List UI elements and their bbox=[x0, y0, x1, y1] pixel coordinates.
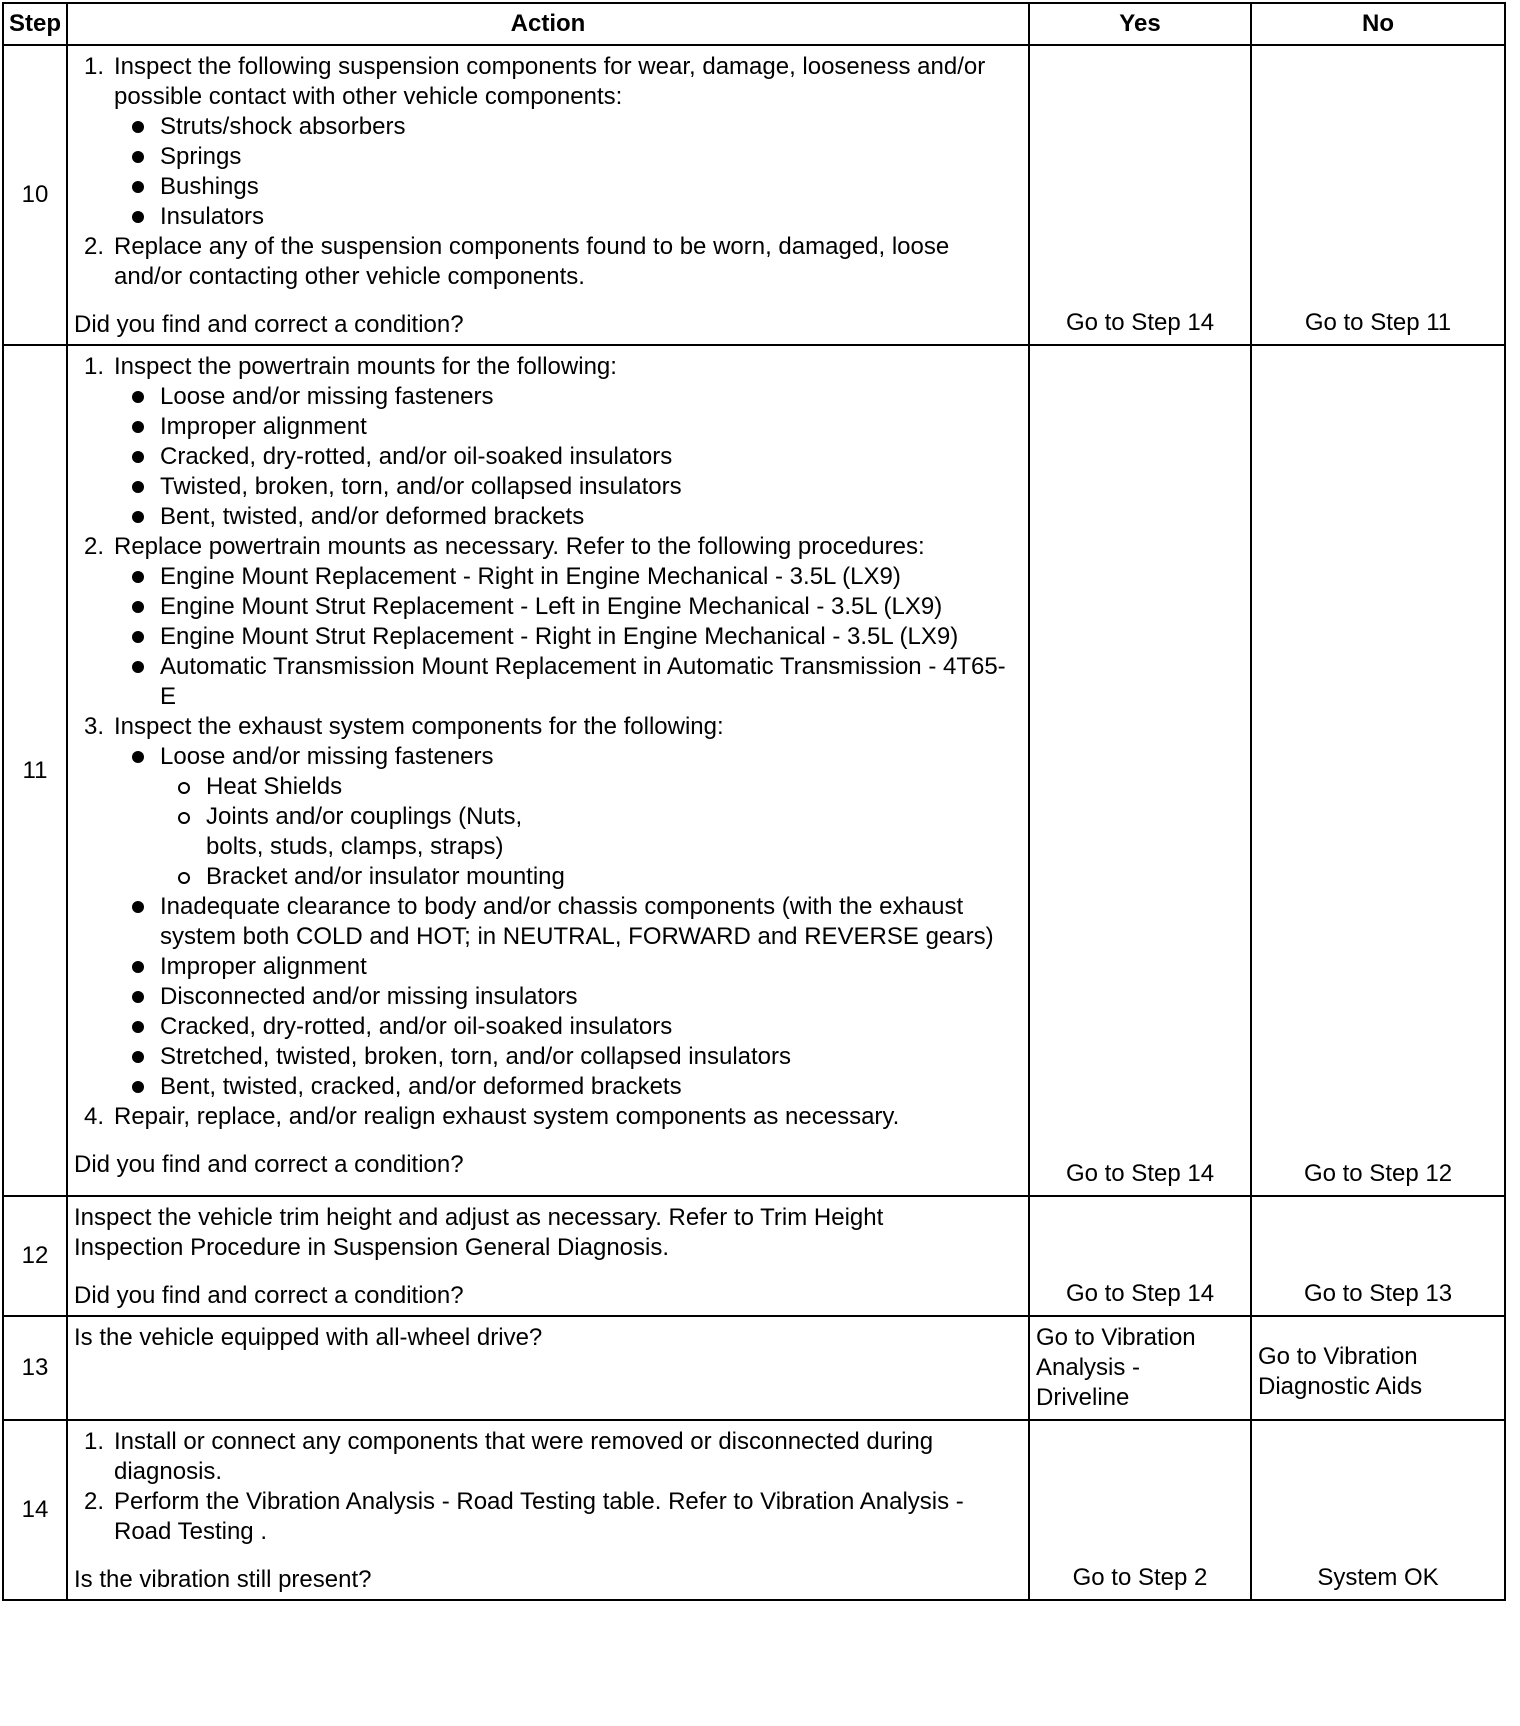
sub-bullet-item: Heat Shields bbox=[206, 772, 1020, 802]
bullet-list bbox=[114, 112, 1020, 232]
item-text: Replace any of the suspension components found to be worn, damaged, loose and/or contacting other vehicle components. bbox=[114, 233, 950, 290]
bullet-item: Bent, twisted, and/or deformed brackets bbox=[160, 502, 1020, 532]
bullet-list bbox=[114, 562, 1020, 712]
question-text: Did you find and correct a condition? bbox=[74, 1282, 464, 1309]
bullet-item: Twisted, broken, torn, and/or collapsed insulators bbox=[160, 472, 1020, 502]
item-number: 1. bbox=[84, 353, 105, 380]
question-text: Did you find and correct a condition? bbox=[74, 311, 464, 338]
item-text: Inspect the powertrain mounts for the following: bbox=[114, 353, 617, 380]
bullet-item: Springs bbox=[160, 142, 1020, 172]
yes-result: Go to Step 14 bbox=[1029, 1196, 1251, 1316]
action-text: Inspect the vehicle trim height and adjust as necessary. Refer to Trim Height Inspection Procedure in Suspension General Diagnosis. bbox=[74, 1204, 884, 1261]
item-number: 1. bbox=[84, 1428, 105, 1455]
list-item bbox=[84, 532, 1020, 712]
list-item bbox=[84, 712, 1020, 1102]
action-cell bbox=[67, 1196, 1029, 1316]
step-number: 10 bbox=[3, 45, 67, 345]
no-result-text: Go to Vibration Diagnostic Aids bbox=[1258, 1343, 1423, 1400]
item-text: Inspect the exhaust system components for the following: bbox=[114, 713, 724, 740]
action-list bbox=[74, 352, 1020, 1132]
bullet-item: Inadequate clearance to body and/or chassis components (with the exhaust system both COLD and HOT; in NEUTRAL, FORWARD and REVERSE gears) bbox=[160, 892, 1020, 952]
item-number: 4. bbox=[84, 1103, 105, 1130]
step-number: 14 bbox=[3, 1420, 67, 1600]
table-row-step-10 bbox=[3, 45, 1505, 345]
bullet-item: Disconnected and/or missing insulators bbox=[160, 982, 1020, 1012]
step-number: 12 bbox=[3, 1196, 67, 1316]
no-result: Go to Step 13 bbox=[1251, 1196, 1505, 1316]
no-result: Go to Step 12 bbox=[1251, 345, 1505, 1196]
item-number: 2. bbox=[84, 233, 105, 260]
table-row-step-12 bbox=[3, 1196, 1505, 1316]
action-cell bbox=[67, 345, 1029, 1196]
list-item bbox=[84, 1427, 1020, 1487]
yes-result-text: Go to Vibration Analysis - Driveline bbox=[1036, 1324, 1196, 1411]
header-step: Step bbox=[3, 3, 67, 45]
header-action: Action bbox=[67, 3, 1029, 45]
bullet-item: Loose and/or missing fasteners bbox=[160, 382, 1020, 412]
action-list bbox=[74, 52, 1020, 292]
sub-bullet-list bbox=[160, 772, 1020, 892]
bullet-item: Struts/shock absorbers bbox=[160, 112, 1020, 142]
item-number: 2. bbox=[84, 1488, 105, 1515]
header-no: No bbox=[1251, 3, 1505, 45]
bullet-list bbox=[114, 742, 1020, 1102]
item-number: 1. bbox=[84, 53, 105, 80]
action-cell bbox=[67, 1316, 1029, 1420]
item-number: 3. bbox=[84, 713, 105, 740]
sub-bullet-item: Bracket and/or insulator mounting bbox=[206, 862, 1020, 892]
table-row-step-13 bbox=[3, 1316, 1505, 1420]
bullet-item: Engine Mount Replacement - Right in Engine Mechanical - 3.5L (LX9) bbox=[160, 562, 1020, 592]
no-result bbox=[1251, 1316, 1505, 1420]
header-yes: Yes bbox=[1029, 3, 1251, 45]
sub-bullet-item: Joints and/or couplings (Nuts, bolts, studs, clamps, straps) bbox=[206, 802, 586, 862]
item-text: Replace powertrain mounts as necessary. Refer to the following procedures: bbox=[114, 533, 925, 560]
yes-result bbox=[1029, 1316, 1251, 1420]
bullet-item: Engine Mount Strut Replacement - Right in Engine Mechanical - 3.5L (LX9) bbox=[160, 622, 1020, 652]
bullet-item: Bent, twisted, cracked, and/or deformed brackets bbox=[160, 1072, 1020, 1102]
action-cell bbox=[67, 1420, 1029, 1600]
bullet-item bbox=[160, 742, 1020, 892]
question-text: Did you find and correct a condition? bbox=[74, 1151, 464, 1178]
yes-result: Go to Step 14 bbox=[1029, 345, 1251, 1196]
yes-result: Go to Step 2 bbox=[1029, 1420, 1251, 1600]
list-item bbox=[84, 1487, 1020, 1547]
list-item bbox=[84, 1102, 1020, 1132]
bullet-item: Cracked, dry-rotted, and/or oil-soaked insulators bbox=[160, 1012, 1020, 1042]
step-number: 13 bbox=[3, 1316, 67, 1420]
no-result: Go to Step 11 bbox=[1251, 45, 1505, 345]
list-item bbox=[84, 352, 1020, 532]
item-text: Repair, replace, and/or realign exhaust system components as necessary. bbox=[114, 1103, 900, 1130]
bullet-item: Insulators bbox=[160, 202, 1020, 232]
item-text: Perform the Vibration Analysis - Road Testing table. Refer to Vibration Analysis - Road Testing . bbox=[114, 1488, 964, 1545]
table-row-step-11 bbox=[3, 345, 1505, 1196]
bullet-text: Loose and/or missing fasteners bbox=[160, 743, 494, 770]
item-text: Install or connect any components that were removed or disconnected during diagnosis. bbox=[114, 1428, 934, 1485]
bullet-item: Cracked, dry-rotted, and/or oil-soaked insulators bbox=[160, 442, 1020, 472]
header-row bbox=[3, 3, 1505, 45]
action-list bbox=[74, 1427, 1020, 1547]
no-result: System OK bbox=[1251, 1420, 1505, 1600]
bullet-item: Improper alignment bbox=[160, 952, 1020, 982]
step-number: 11 bbox=[3, 345, 67, 1196]
action-text: Is the vehicle equipped with all-wheel drive? bbox=[74, 1324, 543, 1351]
bullet-item: Improper alignment bbox=[160, 412, 1020, 442]
bullet-item: Engine Mount Strut Replacement - Left in Engine Mechanical - 3.5L (LX9) bbox=[160, 592, 1020, 622]
bullet-item: Bushings bbox=[160, 172, 1020, 202]
action-cell bbox=[67, 45, 1029, 345]
bullet-item: Automatic Transmission Mount Replacement in Automatic Transmission - 4T65-E bbox=[160, 652, 1020, 712]
diagnostic-table bbox=[2, 2, 1506, 1601]
item-number: 2. bbox=[84, 533, 105, 560]
item-text: Inspect the following suspension components for wear, damage, looseness and/or possible contact with other vehicle components: bbox=[114, 53, 986, 110]
bullet-list bbox=[114, 382, 1020, 532]
question-text: Is the vibration still present? bbox=[74, 1566, 372, 1593]
bullet-item: Stretched, twisted, broken, torn, and/or collapsed insulators bbox=[160, 1042, 1020, 1072]
table-row-step-14 bbox=[3, 1420, 1505, 1600]
list-item bbox=[84, 232, 1020, 292]
yes-result: Go to Step 14 bbox=[1029, 45, 1251, 345]
list-item bbox=[84, 52, 1020, 232]
